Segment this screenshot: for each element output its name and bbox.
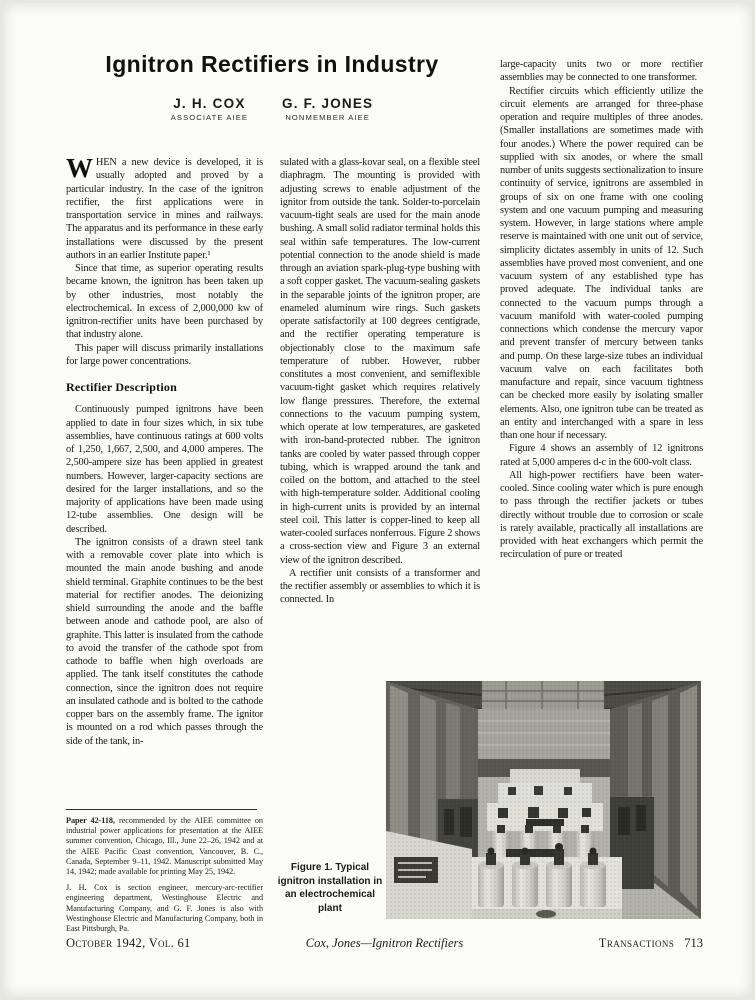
paragraph-text: HEN a new device is developed, it is usually adopted and proved by a particular industry. In the case of the ignitron rectifier, the first applications were in transportation service in mines and railways. The apparatus and its performance in these early installations were discussed by the present authors in an earlier Institute paper.¹ [66,157,263,261]
page [3,3,752,997]
footnote-paper-number: Paper 42-118, [66,816,115,825]
footer-issue-date: October 1942, Vol. 61 [66,936,191,950]
author-block [63,96,481,122]
author-1 [171,96,248,122]
column-1 [66,156,263,806]
paragraph: All high-power rectifiers have been water-cooled. Since cooling water which is pure enough to pass through the rectifier jackets or tubes directly without trouble due to corrosion or scale is rarely available, practically all installations are provided with heat exchangers which permit the recirculation of pure or treated [500,469,703,561]
drop-cap: W [66,156,93,183]
paragraph: Since that time, as superior operating results became known, the ignitron has been taken up by other industries, most notably the electrochemical. In excess of 2,000,000 kw of ignitron-rectifier units have been purchased by that industry alone. [66,263,263,341]
paragraph: Continuously pumped ignitrons have been applied to date in four sizes which, in six tube assemblies, have continuous ratings at 600 volts of 1,250, 1,667, 2,500, and 4,000 amperes. The 2,500-ampere size has been applied in greatest numbers. However, larger-capacity sections are desired for the larger installations, and so the majority of applications have been made using 12-tube assemblies. One design will be described. [66,404,263,535]
footer-journal-page [599,936,703,951]
page-title: Ignitron Rectifiers in Industry [105,51,439,77]
paragraph: The ignitron consists of a drawn steel tank with a removable cover plate into which is mounted the main anode bushing and anode shield terminal. Graphite continues to be the best material for rectifier anodes. The deionizing shield surrounding the anode and the baffle between anode and cathode pool, are also of graphite. This latter is insulated from the cathode to avoid the transfer of the cathode spot from cathode to baffle when high overloads are applied. The tank itself constitutes the cathode connection, since the ignitron does not require an insulated cathode and is bolted to the cathode copper bars on the assembly frame. The ignitor is mounted on a rod which passes through the side of the tank, in- [66,536,263,747]
author-1-affiliation: ASSOCIATE AIEE [170,113,249,122]
footer-page-number: 713 [684,936,703,950]
article-header [63,49,481,122]
page-footer [66,936,703,954]
section-heading: Rectifier Description [66,380,177,394]
author-2-name: G. F. JONES [282,96,374,111]
footnote-paragraph: J. H. Cox is section engineer, mercury-arc-rectifier engineering department, Westinghouse Electric and Manufacturing Company, and G. F. Jones is also with Westinghouse Electric and Manufacturing Company, both in East Pittsburgh, Pa. [66,883,263,934]
figure-1-photo [386,681,701,919]
footer-journal-name: Transactions [598,936,675,950]
paragraph: This paper will discuss primarily installations for large power concentrations. [66,342,263,367]
paragraph: Figure 4 shows an assembly of 12 ignitrons rated at 5,000 amperes d-c in the 600-volt class. [500,443,703,468]
footnote-text: recommended by the AIEE committee on industrial power applications for presentation at the AIEE summer convention, Chicago, Ill., June 22–26, 1942 and at the AIEE Pacific Coast convention, Vancouver, B. C., Canada, September 9–11, 1942. Manuscript submitted May 14, 1942; made available for printing May 25, 1942. [66,816,263,877]
footnote-rule [66,809,257,810]
paragraph: Rectifier circuits which efficiently utilize the circuit elements are arranged for three-phase operation and require multiples of three anodes. (Smaller installations are sometimes made with four anodes.) Where the power required can be supplied with six anodes, or where the small number of units suggests sectionalization to insure continuity of service, ignitrons are assembled in groups of six on one frame with one cooling system and one vacuum pumping and measuring system. However, in large stations where ample reserve is maintained with one unit out of service, simplicity dictates assembly in units of 12. Such assemblies have proved most convenient, and one vacuum system of any established type has proved adequate. The individual tanks are connected to the vacuum pumps through a vacuum manifold with water-cooled pumping connections which condense the mercury vapor and prevent transfer of mercury between tanks and pump. On these large-size tubes an individual vacuum valve on each facilitates both manufacture and repair, since vacuum tightness can be checked more easily by isolating smaller elements. Also, one ignitron tube can be treated as an entity and interchanged with a spare in less than one hour if necessary. [500,85,703,441]
paragraph [66,156,263,262]
paragraph: sulated with a glass-kovar seal, on a flexible steel diaphragm. The mounting is provided with adjusting screws to enable adjustment of the ignitor from outside the tank. Solder-to-porcelain vacuum-tight seals are used for the main anode bushing. A small solid radiator terminal holds this seal within safe temperatures. The low-current potential connection to the anode shield is made through an aviation spark-plug-type bushing with a soft copper gasket. The vacuum-sealing gaskets in the separable joints of the ignitron proper, are enameled aluminum wire rings. Such gaskets operate satisfactorily at 100 degrees centigrade, and the rectifier operating temperature is objectionably close to the maximum safe temperature of rubber. However, rubber constitutes a most convenient, and semiflexible vacuum-tight gasket which requires relatively low flange pressures. Therefore, the external connections to the vacuum pumping system, which operate at low temperatures, are gasketed with iron-band-protected rubber. The ignitron tanks are cooled by water passed through copper tubing, which is wrapped around the tank and coiled on the bottom, and attached to the steel with high-temperature solder. Additional cooling in high-current units is provided by an internal steel coil. This latter is copper-lined to keep all water-cooled surfaces nonferrous. Figure 2 shows a cross-section view and Figure 3 an external view of the ignitron described. [280,157,480,566]
paragraph: large-capacity units two or more rectifier assemblies may be connected to one transformer. [500,59,703,84]
column-3 [500,58,703,678]
author-1-name: J. H. COX [173,96,246,111]
industrial-hall-photo-graphic [386,681,701,919]
footer-running-title: Cox, Jones—Ignitron Rectifiers [305,936,464,950]
column-2 [280,156,480,670]
footnote [66,816,263,934]
figure-1-caption: Figure 1. Typical ignitron installation in an electrochemical plant [277,862,383,914]
author-2-affiliation: NONMEMBER AIEE [285,113,370,122]
footnote-paragraph [66,816,263,877]
author-2 [282,96,373,122]
paragraph: A rectifier unit consists of a transformer and the rectifier assembly or assemblies to which it is connected. In [280,567,480,606]
